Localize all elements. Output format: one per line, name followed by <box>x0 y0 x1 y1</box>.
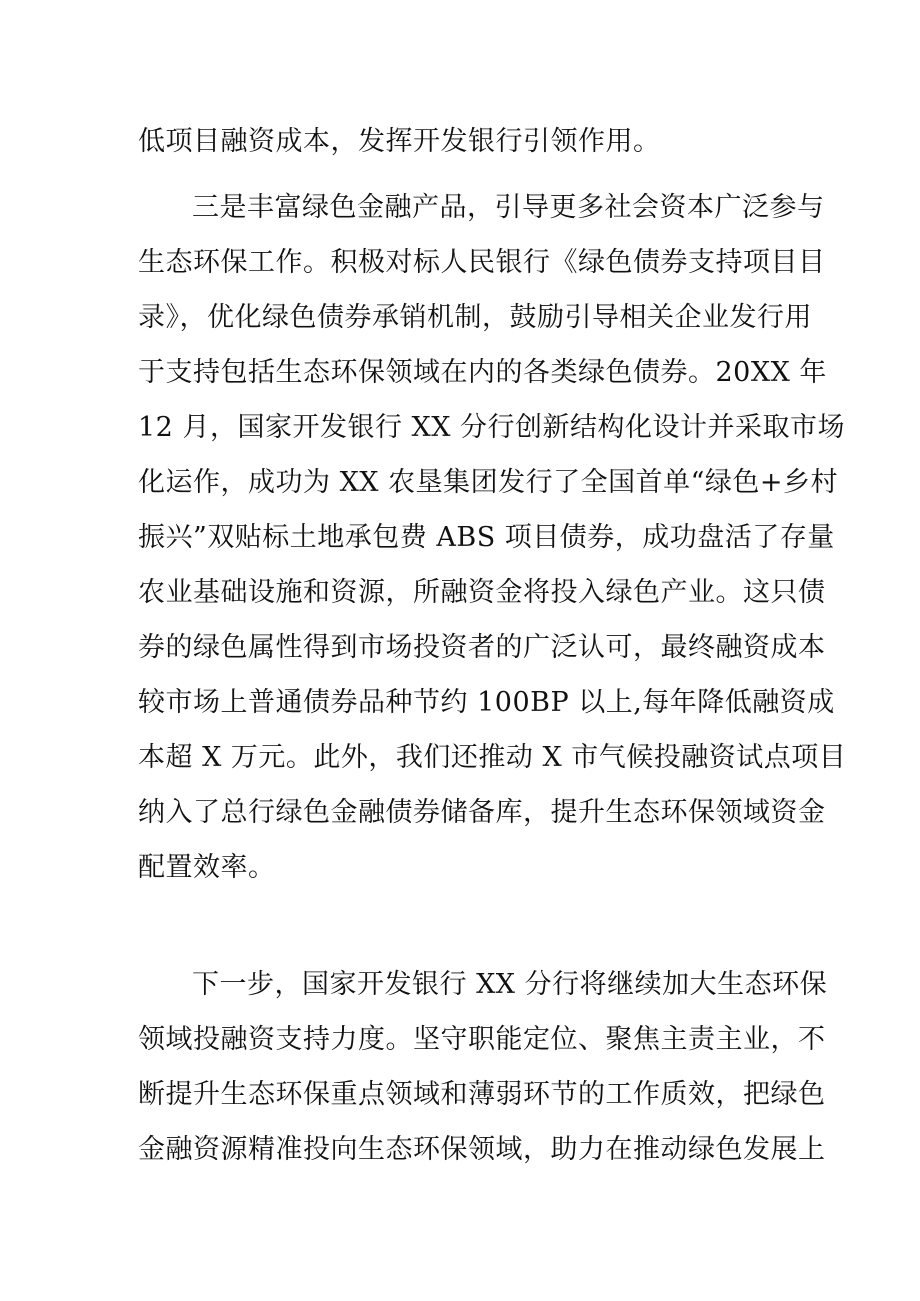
text-line: 券的绿色属性得到市场投资者的广泛认可，最终融资成本 <box>138 632 826 663</box>
text-line: 较市场上普通债券品种节约 100BP 以上,每年降低融资成 <box>138 687 835 718</box>
text-line: 本超 X 万元。此外，我们还推动 X 市气候投融资试点项目 <box>138 742 847 773</box>
paragraph-start-line: 三是丰富绿色金融产品，引导更多社会资本广泛参与 <box>192 192 825 223</box>
text-line: 12 月，国家开发银行 XX 分行创新结构化设计并采取市场 <box>138 412 846 443</box>
text-line: 纳入了总行绿色金融债券储备库，提升生态环保领域资金 <box>138 797 826 828</box>
text-line: 断提升生态环保重点领域和薄弱环节的工作质效，把绿色 <box>138 1079 826 1110</box>
text-line: 金融资源精准投向生态环保领域，助力在推动绿色发展上 <box>138 1134 826 1165</box>
text-line: 生态环保工作。积极对标人民银行《绿色债券支持项目目 <box>138 247 826 278</box>
paragraph-start-line: 下一步，国家开发银行 XX 分行将继续加大生态环保 <box>192 969 828 1000</box>
text-line: 低项目融资成本，发挥开发银行引领作用。 <box>138 126 661 157</box>
text-line: 于支持包括生态环保领域在内的各类绿色债券。20XX 年 <box>138 357 827 388</box>
text-line: 领域投融资支持力度。坚守职能定位、聚焦主责主业，不 <box>138 1024 826 1055</box>
text-line: 录》，优化绿色债券承销机制，鼓励引导相关企业发行用 <box>138 302 812 333</box>
text-line: 化运作，成功为 XX 农垦集团发行了全国首单“绿色+乡村 <box>138 467 839 498</box>
text-line: 配置效率。 <box>138 852 276 883</box>
text-line: 农业基础设施和资源，所融资金将投入绿色产业。这只债 <box>138 577 826 608</box>
text-line: 振兴”双贴标土地承包费 ABS 项目债券，成功盘活了存量 <box>138 522 835 553</box>
